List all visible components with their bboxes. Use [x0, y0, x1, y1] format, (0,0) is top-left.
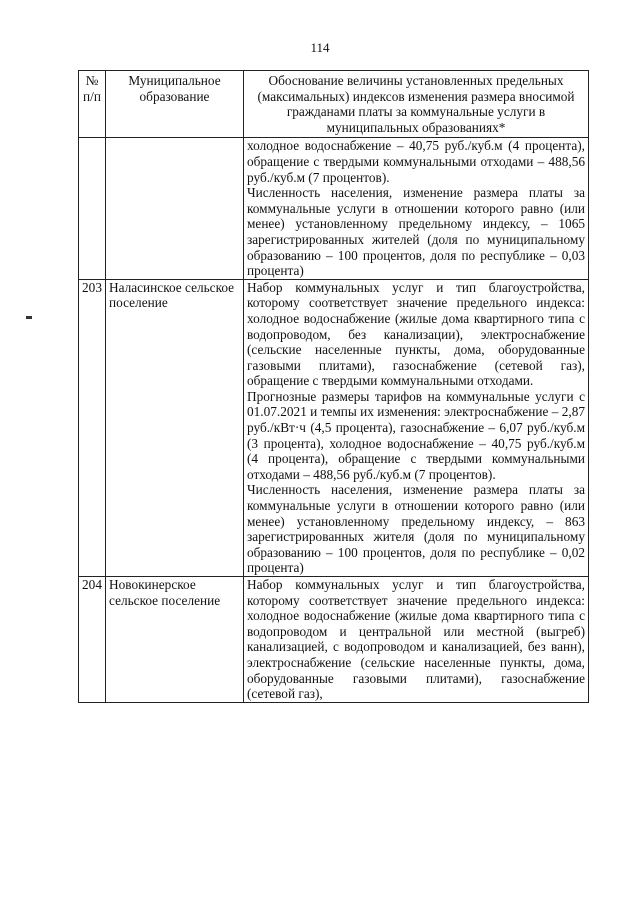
table-row	[79, 577, 589, 703]
paragraph: Численность населения, изменение размера платы за коммунальные услуги в отношении которого равно (или менее) установленному предельному индексу, – 1065 зарегистрированных жителей (доля по муниципальному образованию – 100 процентов, доля по республике – 0,03 процента)	[247, 185, 585, 279]
row-municipality: Наласинское сельское поселение	[106, 279, 244, 576]
paragraph: холодное водоснабжение – 40,75 руб./куб.м (4 процента), обращение с твердыми коммунальными отходами – 488,56 руб./куб.м (7 процентов).	[247, 138, 585, 185]
tariff-justification-table	[78, 70, 589, 703]
header-num: № п/п	[79, 71, 106, 138]
header-municipality: Муниципальное образование	[106, 71, 244, 138]
table-header-row	[79, 71, 589, 138]
row-num: 204	[79, 577, 106, 703]
table-row	[79, 138, 589, 279]
table-row	[79, 279, 589, 576]
paragraph: Численность населения, изменение размера платы за коммунальные услуги в отношении которого равно (или менее) установленному предельному индексу, – 863 зарегистрированных жителя (доля по муниципальному образованию – 100 процентов, доля по республике – 0,02 процента)	[247, 482, 585, 576]
row-justification	[244, 279, 589, 576]
paragraph: Набор коммунальных услуг и тип благоустройства, которому соответствует значение предельного индекса: холодное водоснабжение (жилые дома квартирного типа с водопроводом и центральной или местной (выгреб) канализацией, с водопроводом и канализацией, без ванн), электроснабжение (сельские населенные пункты, дома, оборудованные газовыми плитами), газоснабжение (сетевой газ),	[247, 577, 585, 702]
margin-mark	[26, 316, 32, 319]
paragraph: Набор коммунальных услуг и тип благоустройства, которому соответствует значение предельного индекса: холодное водоснабжение (жилые дома квартирного типа с водопроводом, без канализации), электроснабжение (сельские населенные пункты, дома, оборудованные газовыми плитами), газоснабжение (сетевой газ), обращение с твердыми коммунальными отходами.	[247, 279, 585, 389]
row-municipality	[106, 138, 244, 279]
page-number: 114	[310, 40, 330, 55]
row-municipality: Новокинерское сельское поселение	[106, 577, 244, 703]
row-num	[79, 138, 106, 279]
row-num: 203	[79, 279, 106, 576]
row-justification	[244, 577, 589, 703]
row-justification	[244, 138, 589, 279]
header-justification: Обоснование величины установленных предельных (максимальных) индексов изменения размера вносимой гражданами платы за коммунальные услуги в муниципальных образованиях*	[244, 71, 589, 138]
paragraph: Прогнозные размеры тарифов на коммунальные услуги с 01.07.2021 и темпы их изменения: электроснабжение – 2,87 руб./кВт·ч (4,5 процента), газоснабжение – 6,07 руб./куб.м (3 процента), холодное водоснабжение – 40,75 руб./куб.м (4 процента), обращение с твердыми коммунальными отходами – 488,56 руб./куб.м (7 процентов).	[247, 388, 585, 482]
